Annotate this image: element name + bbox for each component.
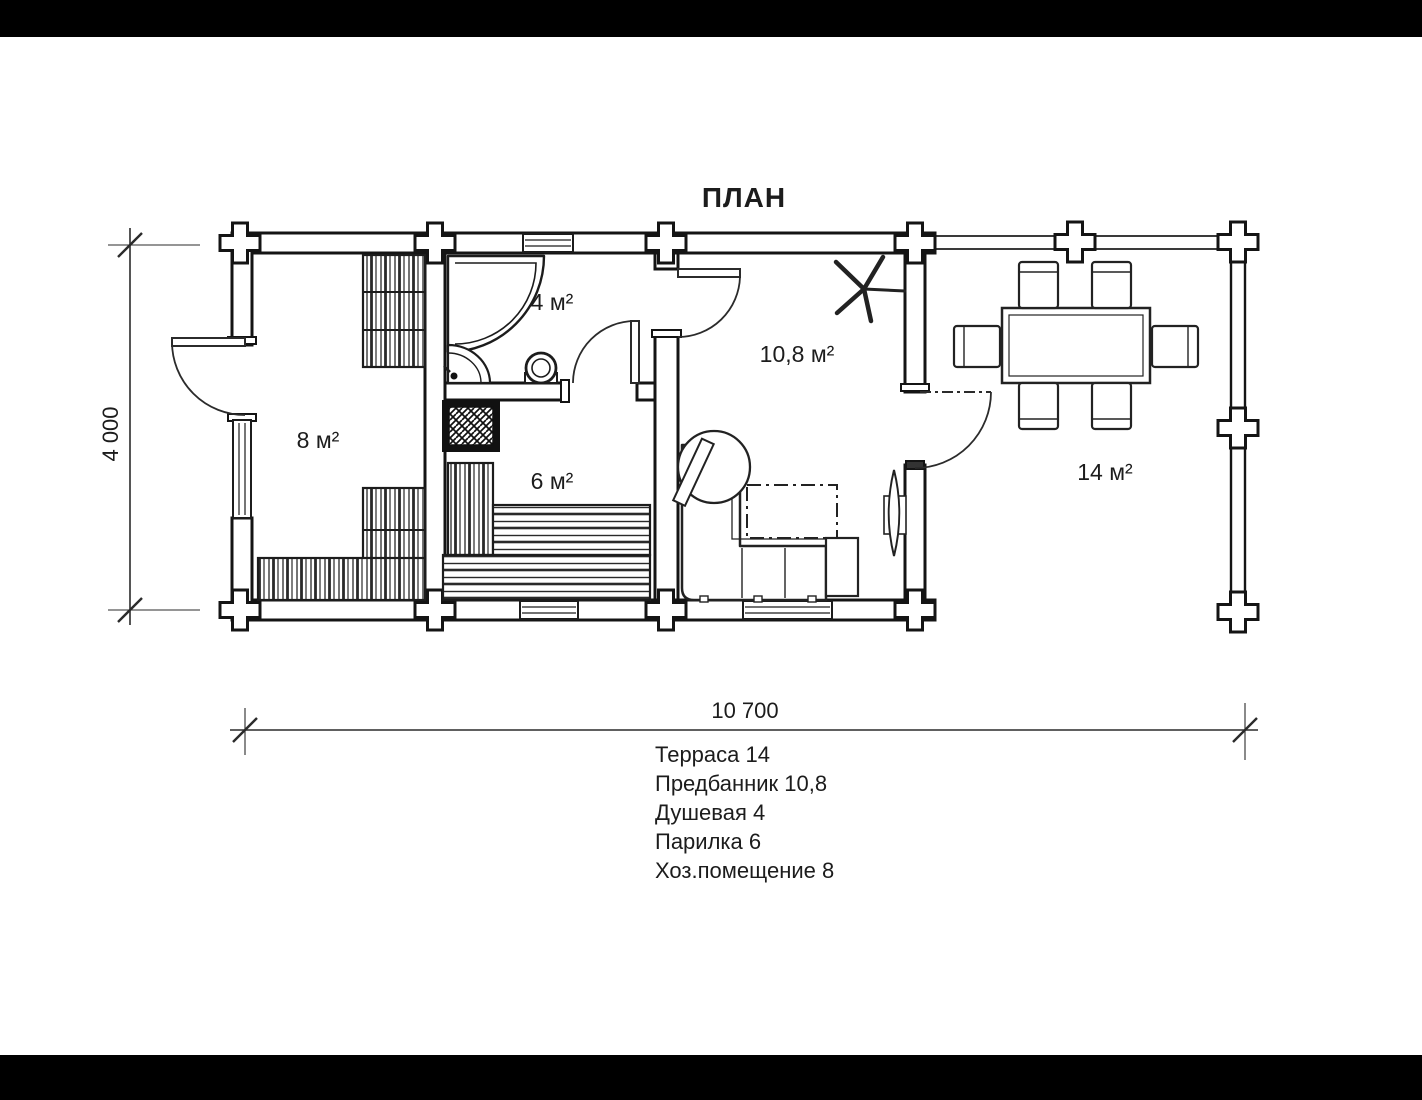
- wall-shower-steam: [445, 383, 565, 400]
- legend-item: Предбанник 10,8: [655, 771, 828, 796]
- window-left-wall: [233, 420, 251, 518]
- dining-table: [1002, 308, 1150, 383]
- legend-item: Хоз.помещение 8: [655, 858, 835, 883]
- room-label-utility: 8 м²: [296, 427, 340, 453]
- bench-upper-tier: [493, 505, 650, 555]
- log-joint: [895, 223, 935, 263]
- window-shower-top: [523, 234, 573, 252]
- log-joint: [220, 223, 260, 263]
- wall-shower-steam-stub: [637, 383, 655, 400]
- room-utility: [258, 255, 425, 600]
- coffee-table: [747, 485, 837, 538]
- door-anteroom-terrace: [915, 392, 991, 468]
- toilet: [525, 353, 557, 383]
- dim-label-vertical: 4 000: [98, 406, 123, 462]
- chair: [1092, 262, 1131, 308]
- door-entrance-utility: [172, 338, 245, 415]
- bench: [258, 558, 425, 600]
- wall-anteroom-divider: [655, 335, 678, 600]
- room-label-shower: 4 м²: [530, 289, 574, 315]
- legend: [655, 742, 834, 883]
- dimension-vertical: [98, 228, 200, 625]
- log-joint: [895, 590, 935, 630]
- legend-item: Терраса 14: [655, 742, 770, 767]
- sofa-armrest: [826, 538, 858, 596]
- room-label-anteroom: 10,8 м²: [759, 341, 835, 367]
- shelf: [363, 488, 425, 568]
- wall-top: [232, 233, 935, 253]
- chair: [954, 326, 1000, 367]
- room-anteroom: [673, 257, 906, 602]
- window-steam-bottom: [520, 601, 578, 619]
- door-shower-anteroom: [678, 269, 740, 337]
- log-joint: [1055, 222, 1095, 262]
- legend-item: Парилка 6: [655, 829, 762, 854]
- log-joint: [1218, 592, 1258, 632]
- room-terrace: [954, 262, 1198, 485]
- chair: [1152, 326, 1198, 367]
- corner-sink: [444, 345, 490, 383]
- shower-cabin: [448, 256, 544, 352]
- room-steam: [442, 400, 650, 600]
- room-label-steam: 6 м²: [530, 468, 574, 494]
- log-joint: [220, 590, 260, 630]
- corner-sofa: [673, 431, 858, 602]
- log-joint: [646, 223, 686, 263]
- shelf: [363, 255, 425, 367]
- room-label-terrace: 14 м²: [1077, 459, 1133, 485]
- bench: [448, 463, 493, 555]
- chair: [1019, 262, 1058, 308]
- chair: [1019, 383, 1058, 429]
- wall-fixture: [884, 470, 906, 556]
- room-shower: [444, 256, 574, 383]
- legend-item: Душевая 4: [655, 800, 766, 825]
- log-joint: [1218, 408, 1258, 448]
- log-joint: [1218, 222, 1258, 262]
- log-joint: [646, 590, 686, 630]
- terrace-right-wall: [1231, 448, 1245, 594]
- sauna-stove: [442, 400, 500, 452]
- plan-title: ПЛАН: [701, 182, 787, 213]
- dim-label-horizontal: 10 700: [711, 698, 779, 723]
- window-anteroom-bottom: [743, 601, 832, 619]
- ceiling-fan-symbol: [836, 257, 905, 321]
- terrace-right-wall: [1231, 252, 1245, 408]
- door-shower-steam: [573, 321, 639, 383]
- bench-lower-tier: [443, 555, 650, 600]
- chair: [1092, 383, 1131, 429]
